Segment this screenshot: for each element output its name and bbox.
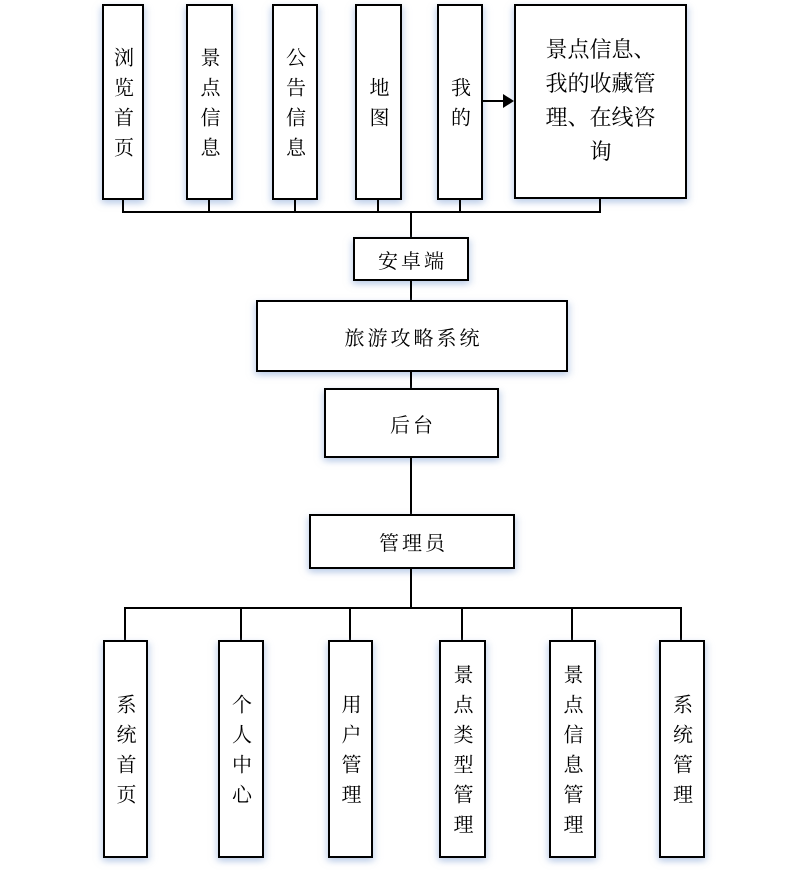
node-admin-label: 管理员 — [379, 531, 448, 555]
connector-stub-bottom-5 — [571, 609, 573, 640]
node-notice-info-label: 公告信息 — [282, 47, 307, 167]
connector-stub-bottom-4 — [461, 609, 463, 640]
connector-system-to-backend — [410, 372, 412, 388]
arrow-right-icon — [503, 94, 514, 108]
node-system-management — [659, 640, 705, 858]
node-travel-guide-system — [256, 300, 568, 372]
connector-admin-to-bus — [410, 569, 412, 608]
node-mine-features-label: 景点信息、我的收藏管理、在线咨询 — [545, 37, 656, 165]
connector-top-bus — [122, 211, 601, 213]
node-system-home-label: 系统首页 — [113, 694, 137, 814]
node-mine — [437, 4, 483, 200]
node-user-management-label: 用户管理 — [338, 694, 362, 814]
connector-stub-bottom-2 — [240, 609, 242, 640]
connector-bus-to-client — [410, 213, 412, 237]
node-personal-center-label: 个人中心 — [228, 694, 253, 814]
node-scenic-info — [186, 4, 233, 200]
node-user-management — [328, 640, 373, 858]
node-map — [355, 4, 402, 200]
connector-stub-bottom-6 — [680, 609, 682, 640]
node-map-label: 地图 — [366, 77, 390, 137]
node-android-client — [353, 237, 469, 281]
node-travel-guide-system-label: 旅游攻略系统 — [344, 325, 483, 350]
node-browse-home-label: 浏览首页 — [110, 47, 135, 167]
node-scenic-type-management-label: 景点类型管理 — [450, 664, 474, 844]
node-system-management-label: 系统管理 — [669, 694, 694, 814]
node-personal-center — [218, 640, 264, 858]
connector-bottom-bus — [124, 607, 682, 609]
node-android-client-label: 安卓端 — [378, 248, 447, 273]
node-admin — [309, 514, 515, 569]
node-scenic-info-label: 景点信息 — [197, 47, 221, 167]
node-backend-label: 后台 — [390, 412, 436, 437]
node-browse-home — [102, 4, 144, 200]
connector-backend-to-admin — [410, 458, 412, 514]
arrow-mine-to-features-line — [483, 100, 504, 102]
connector-stub-bottom-3 — [349, 609, 351, 640]
node-backend — [324, 388, 499, 458]
connector-client-to-system — [410, 281, 412, 300]
connector-stub-bottom-1 — [124, 609, 126, 640]
node-system-home — [103, 640, 148, 858]
node-mine-label: 我的 — [447, 77, 472, 137]
node-mine-features — [514, 4, 687, 199]
node-scenic-info-management — [549, 640, 596, 858]
node-scenic-info-management-label: 景点信息管理 — [560, 664, 584, 844]
node-notice-info — [272, 4, 318, 200]
node-scenic-type-management — [439, 640, 486, 858]
